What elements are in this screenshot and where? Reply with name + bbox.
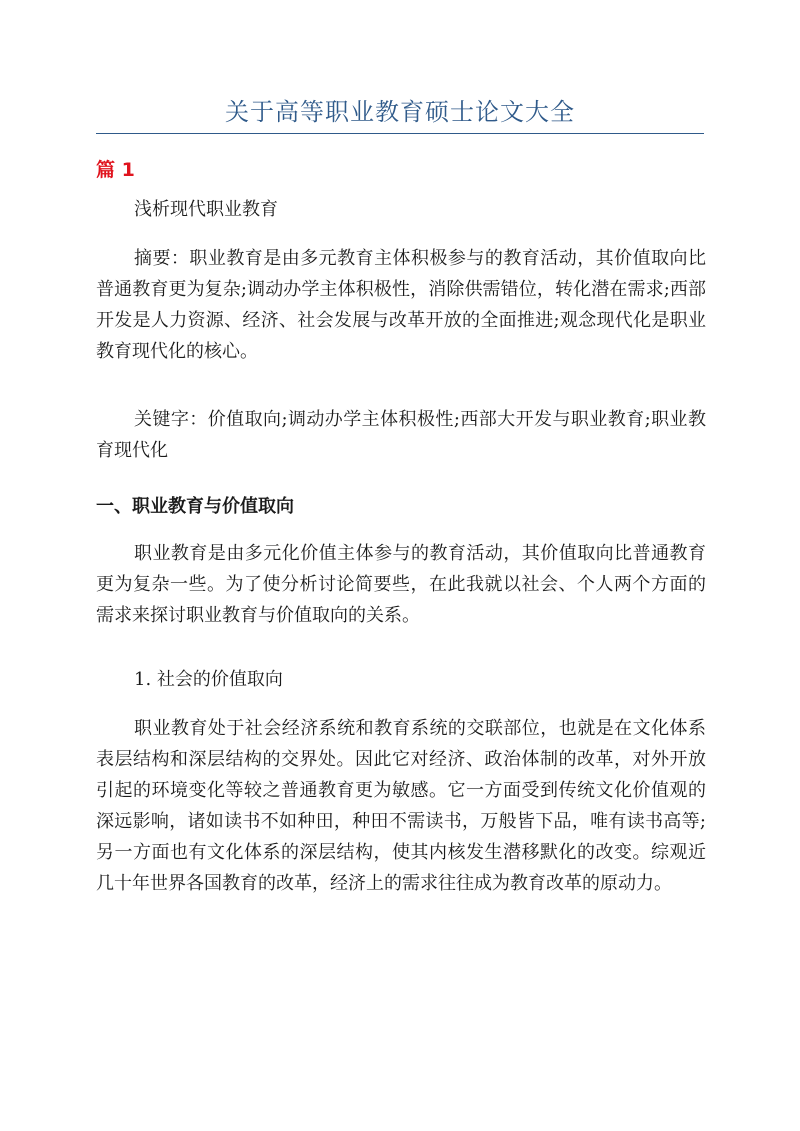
- document-title: 关于高等职业教育硕士论文大全: [225, 98, 575, 126]
- body-paragraph: 职业教育是由多元化价值主体参与的教育活动，其价值取向比普通教育更为复杂一些。为了使分析讨论简要些，在此我就以社会、个人两个方面的需求来探讨职业教育与价值取向的关系。: [96, 543, 706, 626]
- keywords-paragraph: 关键字：价值取向;调动办学主体积极性;西部大开发与职业教育;职业教育现代化: [96, 409, 706, 461]
- subheading: 1. 社会的价值取向: [134, 669, 283, 690]
- section-heading: 一、职业教育与价值取向: [96, 496, 294, 517]
- body-paragraph: 职业教育处于社会经济系统和教育系统的交联部位，也就是在文化体系表层结构和深层结构的交界处。因此它对经济、政治体制的改革，对外开放引起的环境变化等较之普通教育更为敏感。它一方面受到传统文化价值观的深远影响，诸如读书不如种田，种田不需读书，万般皆下品，唯有读书高等;另一方面也有文化体系的深层结构，使其内核发生潜移默化的改变。综观近几十年世界各国教育的改革，经济上的需求往往成为教育改革的原动力。: [96, 718, 706, 894]
- title-divider: [96, 133, 704, 134]
- article-title: 浅析现代职业教育: [134, 199, 278, 220]
- section-label: 篇 1: [96, 159, 135, 181]
- abstract-paragraph: 摘要：职业教育是由多元教育主体积极参与的教育活动，其价值取向比普通教育更为复杂;调动办学主体积极性，消除供需错位，转化潜在需求;西部开发是人力资源、经济、社会发展与改革开放的全面推进;观念现代化是职业教育现代化的核心。: [96, 248, 706, 362]
